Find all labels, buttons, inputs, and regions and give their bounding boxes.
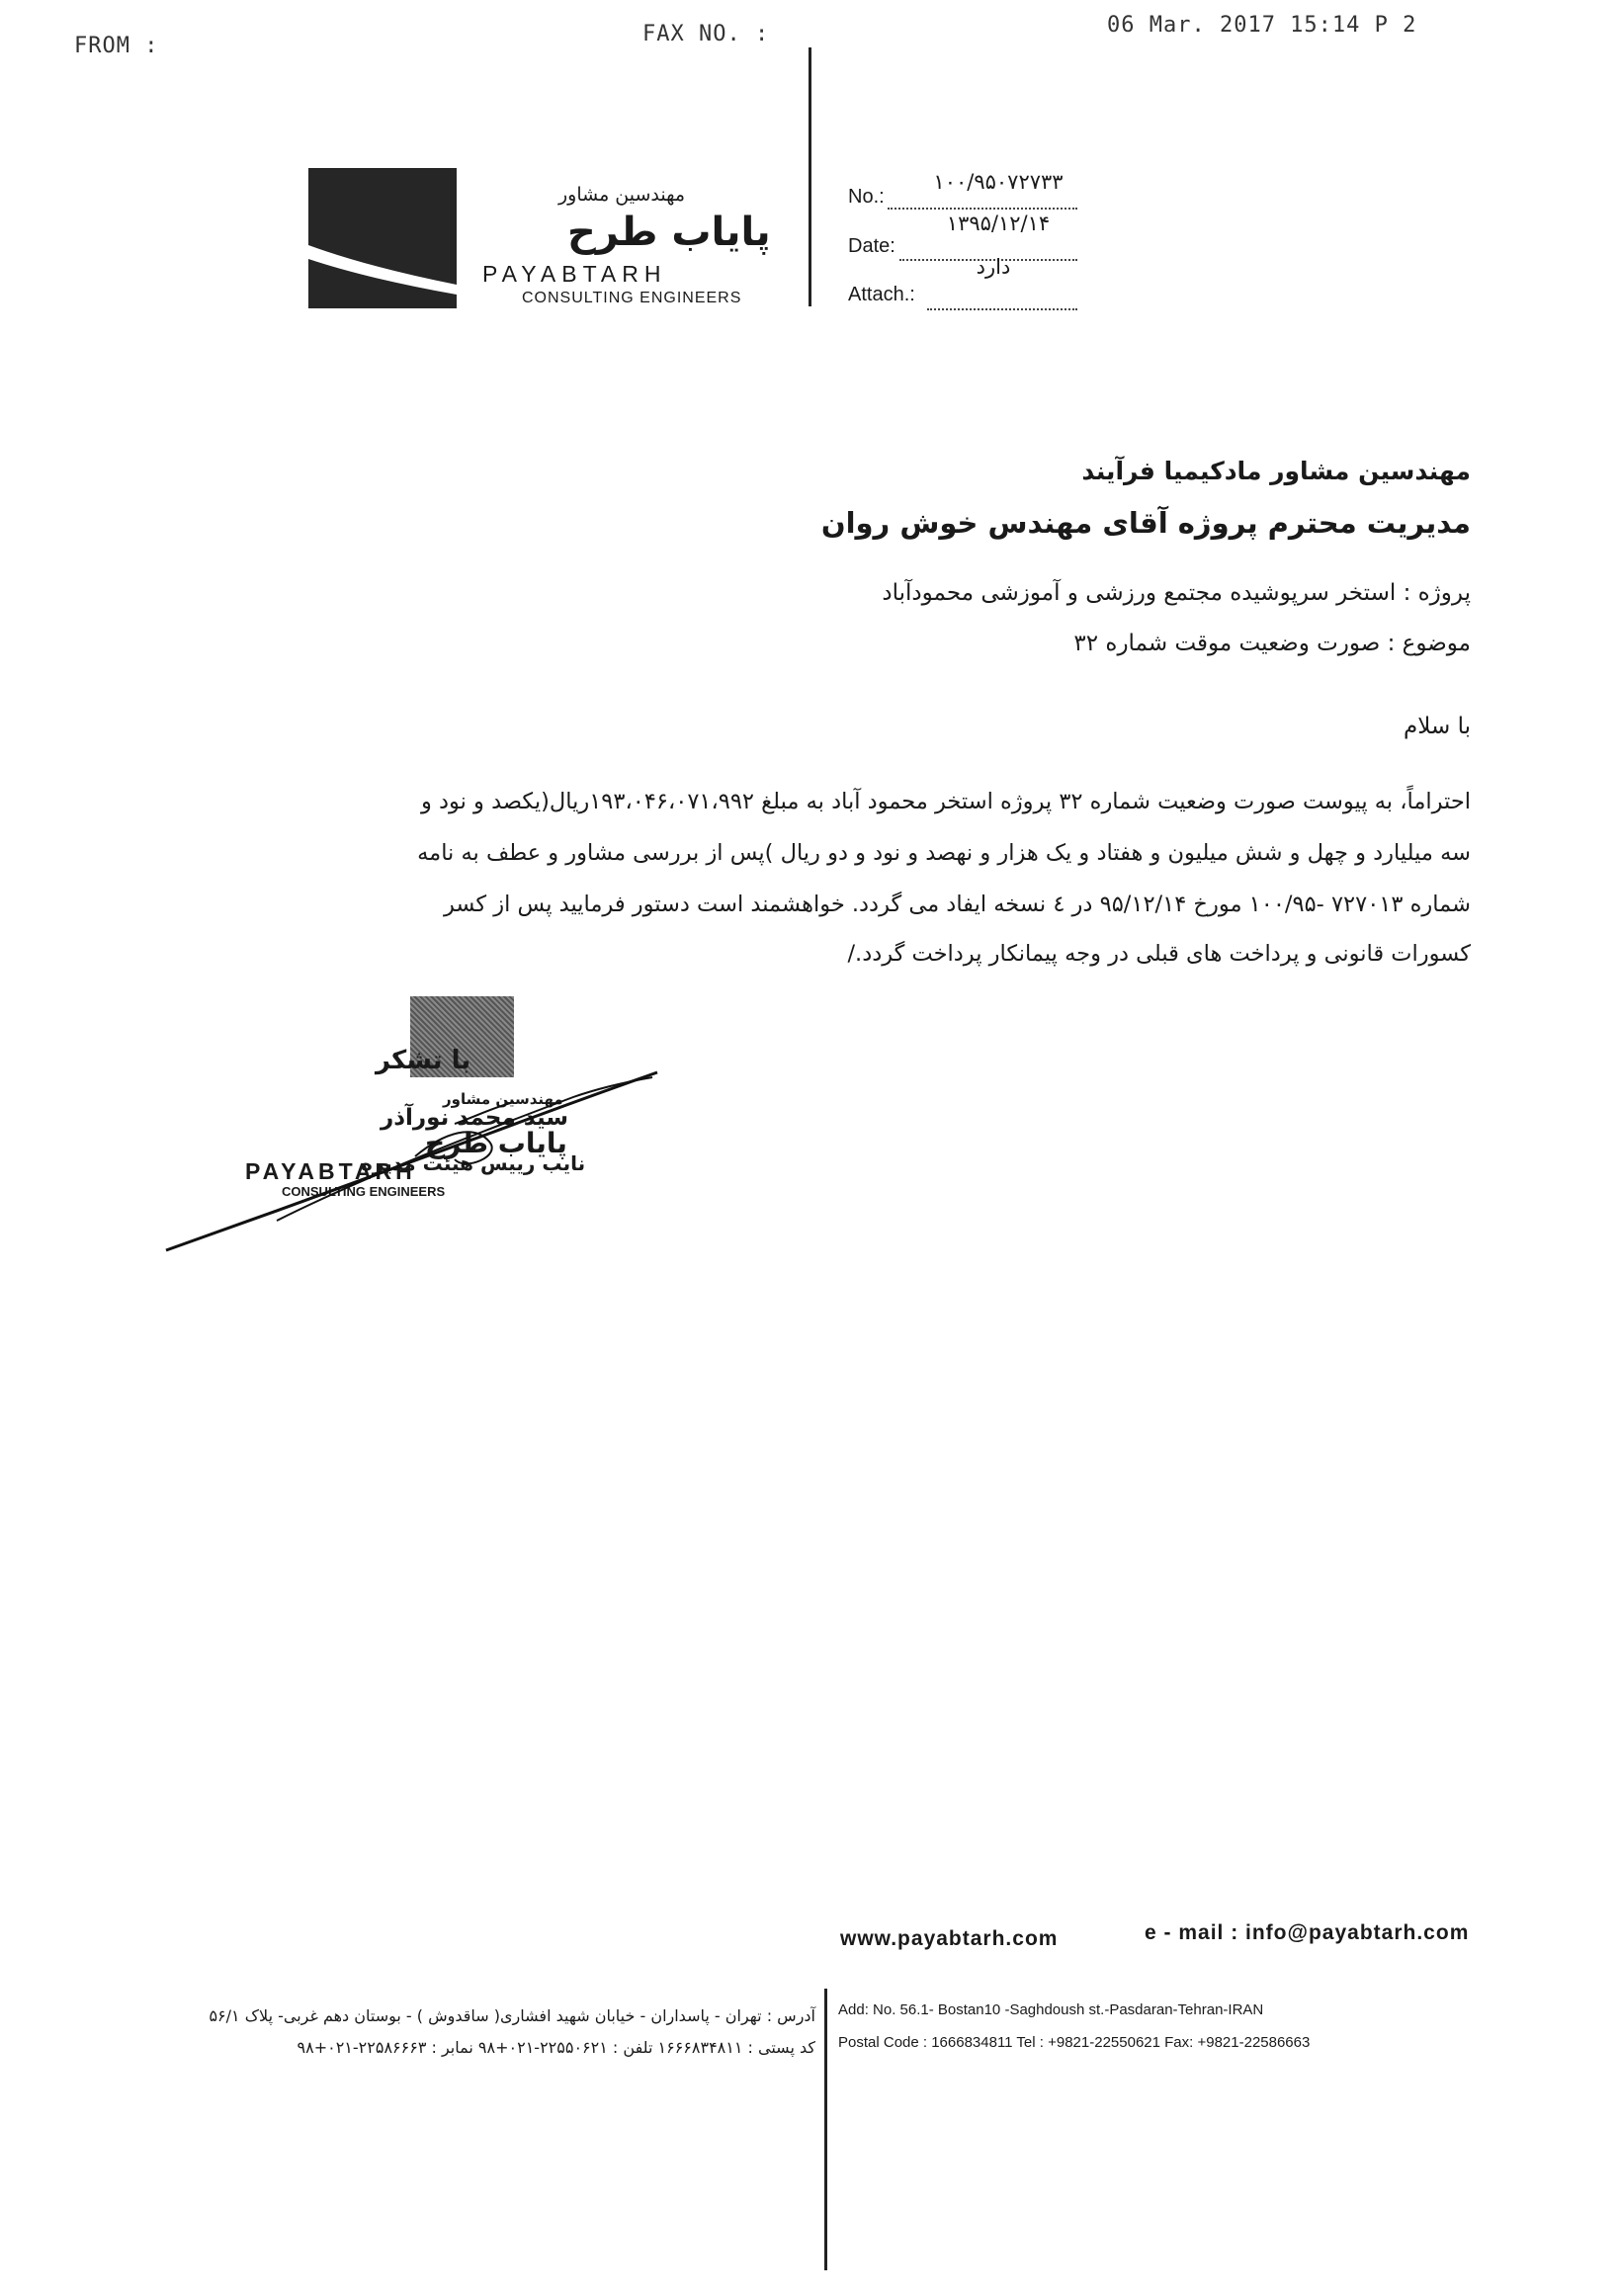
payabtarh-logo-icon — [308, 168, 457, 308]
recipient-person: مدیریت محترم پروژه آقای مهندس خوش روان — [820, 506, 1471, 540]
attach-label: Attach.: — [848, 284, 915, 305]
body-line-4: کسورات قانونی و پرداخت های قبلی در وجه پیمانکار پرداخت گردد./ — [847, 941, 1471, 967]
footer-address-english: Add: No. 56.1- Bostan10 -Saghdoush st.-Pasdaran-Tehran-IRAN — [838, 2001, 1264, 2018]
thanks-text: با تشکر — [376, 1046, 471, 1075]
stamp-company-persian: مهندسین مشاور — [443, 1090, 563, 1108]
footer-address-persian: آدرس : تهران - پاسداران - خیابان شهید افشاری( ساقدوش ) - بوستان دهم غربی- پلاک ۵۶/۱ — [209, 2006, 815, 2025]
fax-from: FROM : — [74, 34, 159, 58]
recipient-company: مهندسین مشاور مادکیمیا فرآیند — [1081, 457, 1471, 485]
stamp-english-name: PAYABTARH — [245, 1158, 416, 1184]
subject-line: موضوع : صورت وضعیت موقت شماره ۳۲ — [1073, 631, 1471, 656]
attach-dotted-line — [927, 287, 1077, 310]
stamp-name-persian: پایاب طرح — [425, 1127, 567, 1159]
letter-number: ۱۰۰/۹۵۰۷۲۷۳۳ — [933, 170, 1064, 194]
project-line: پروژه : استخر سرپوشیده مجتمع ورزشی و آموزشی محمودآباد — [882, 580, 1471, 606]
fax-timestamp: 06 Mar. 2017 15:14 P 2 — [1107, 13, 1417, 38]
signer-title: نایب رییس هیئت مدیره — [361, 1151, 586, 1175]
body-line-2: سه میلیارد و چهل و شش میلیون و هفتاد و یک هزار و نهصد و نود و دو ریال )پس از بررسی مشاور و عطف به نامه — [417, 840, 1471, 866]
number-label: No.: — [848, 186, 885, 208]
header-divider — [809, 47, 811, 306]
body-line-3: شماره ۷۲۷۰۱۳ -۱۰۰/۹۵ مورخ ۹۵/۱۲/۱۴ در ٤ نسخه ایفاد می گردد. خواهشمند است دستور فرمایید پس از کسر — [443, 892, 1471, 917]
signer-name: سید محمد نورآذر — [381, 1105, 569, 1131]
brand-persian-subtitle: مهندسین مشاور — [558, 184, 686, 206]
brand-english-name: PAYABTARH — [482, 261, 667, 287]
brand-persian-name: پایاب طرح — [567, 210, 771, 255]
footer-divider — [824, 1989, 827, 2270]
footer-contacts-english: Postal Code : 1666834811 Tel : +9821-22550621 Fax: +9821-22586663 — [838, 2034, 1311, 2051]
letter-date: ۱۳۹۵/۱۲/۱۴ — [946, 212, 1051, 235]
footer-contacts-persian: کد پستی : ۱۶۶۶۸۳۴۸۱۱ تلفن : ۲۲۵۵۰۶۲۱-۰۲۱+۹۸ نمابر : ۲۲۵۸۶۶۶۳-۰۲۱+۹۸ — [297, 2038, 815, 2057]
handwritten-signature-icon — [158, 1063, 672, 1260]
salutation: با سلام — [1404, 714, 1471, 739]
brand-english-subtitle: CONSULTING ENGINEERS — [522, 290, 742, 306]
stamp-english-subtitle: CONSULTING ENGINEERS — [282, 1184, 446, 1199]
footer-email-link[interactable]: e - mail : info@payabtarh.com — [1145, 1921, 1470, 1944]
footer-website-link[interactable]: www.payabtarh.com — [840, 1927, 1059, 1950]
fax-number-label: FAX NO. : — [642, 22, 770, 46]
attach-value: دارد — [976, 255, 1011, 279]
date-label: Date: — [848, 235, 895, 257]
body-line-1: احتراماً، به پیوست صورت وضعیت شماره ۳۲ پروژه استخر محمود آباد به مبلغ ۱۹۳،۰۴۶،۰۷۱،۹۹۲ریال(یکصد و نود و — [420, 789, 1471, 814]
